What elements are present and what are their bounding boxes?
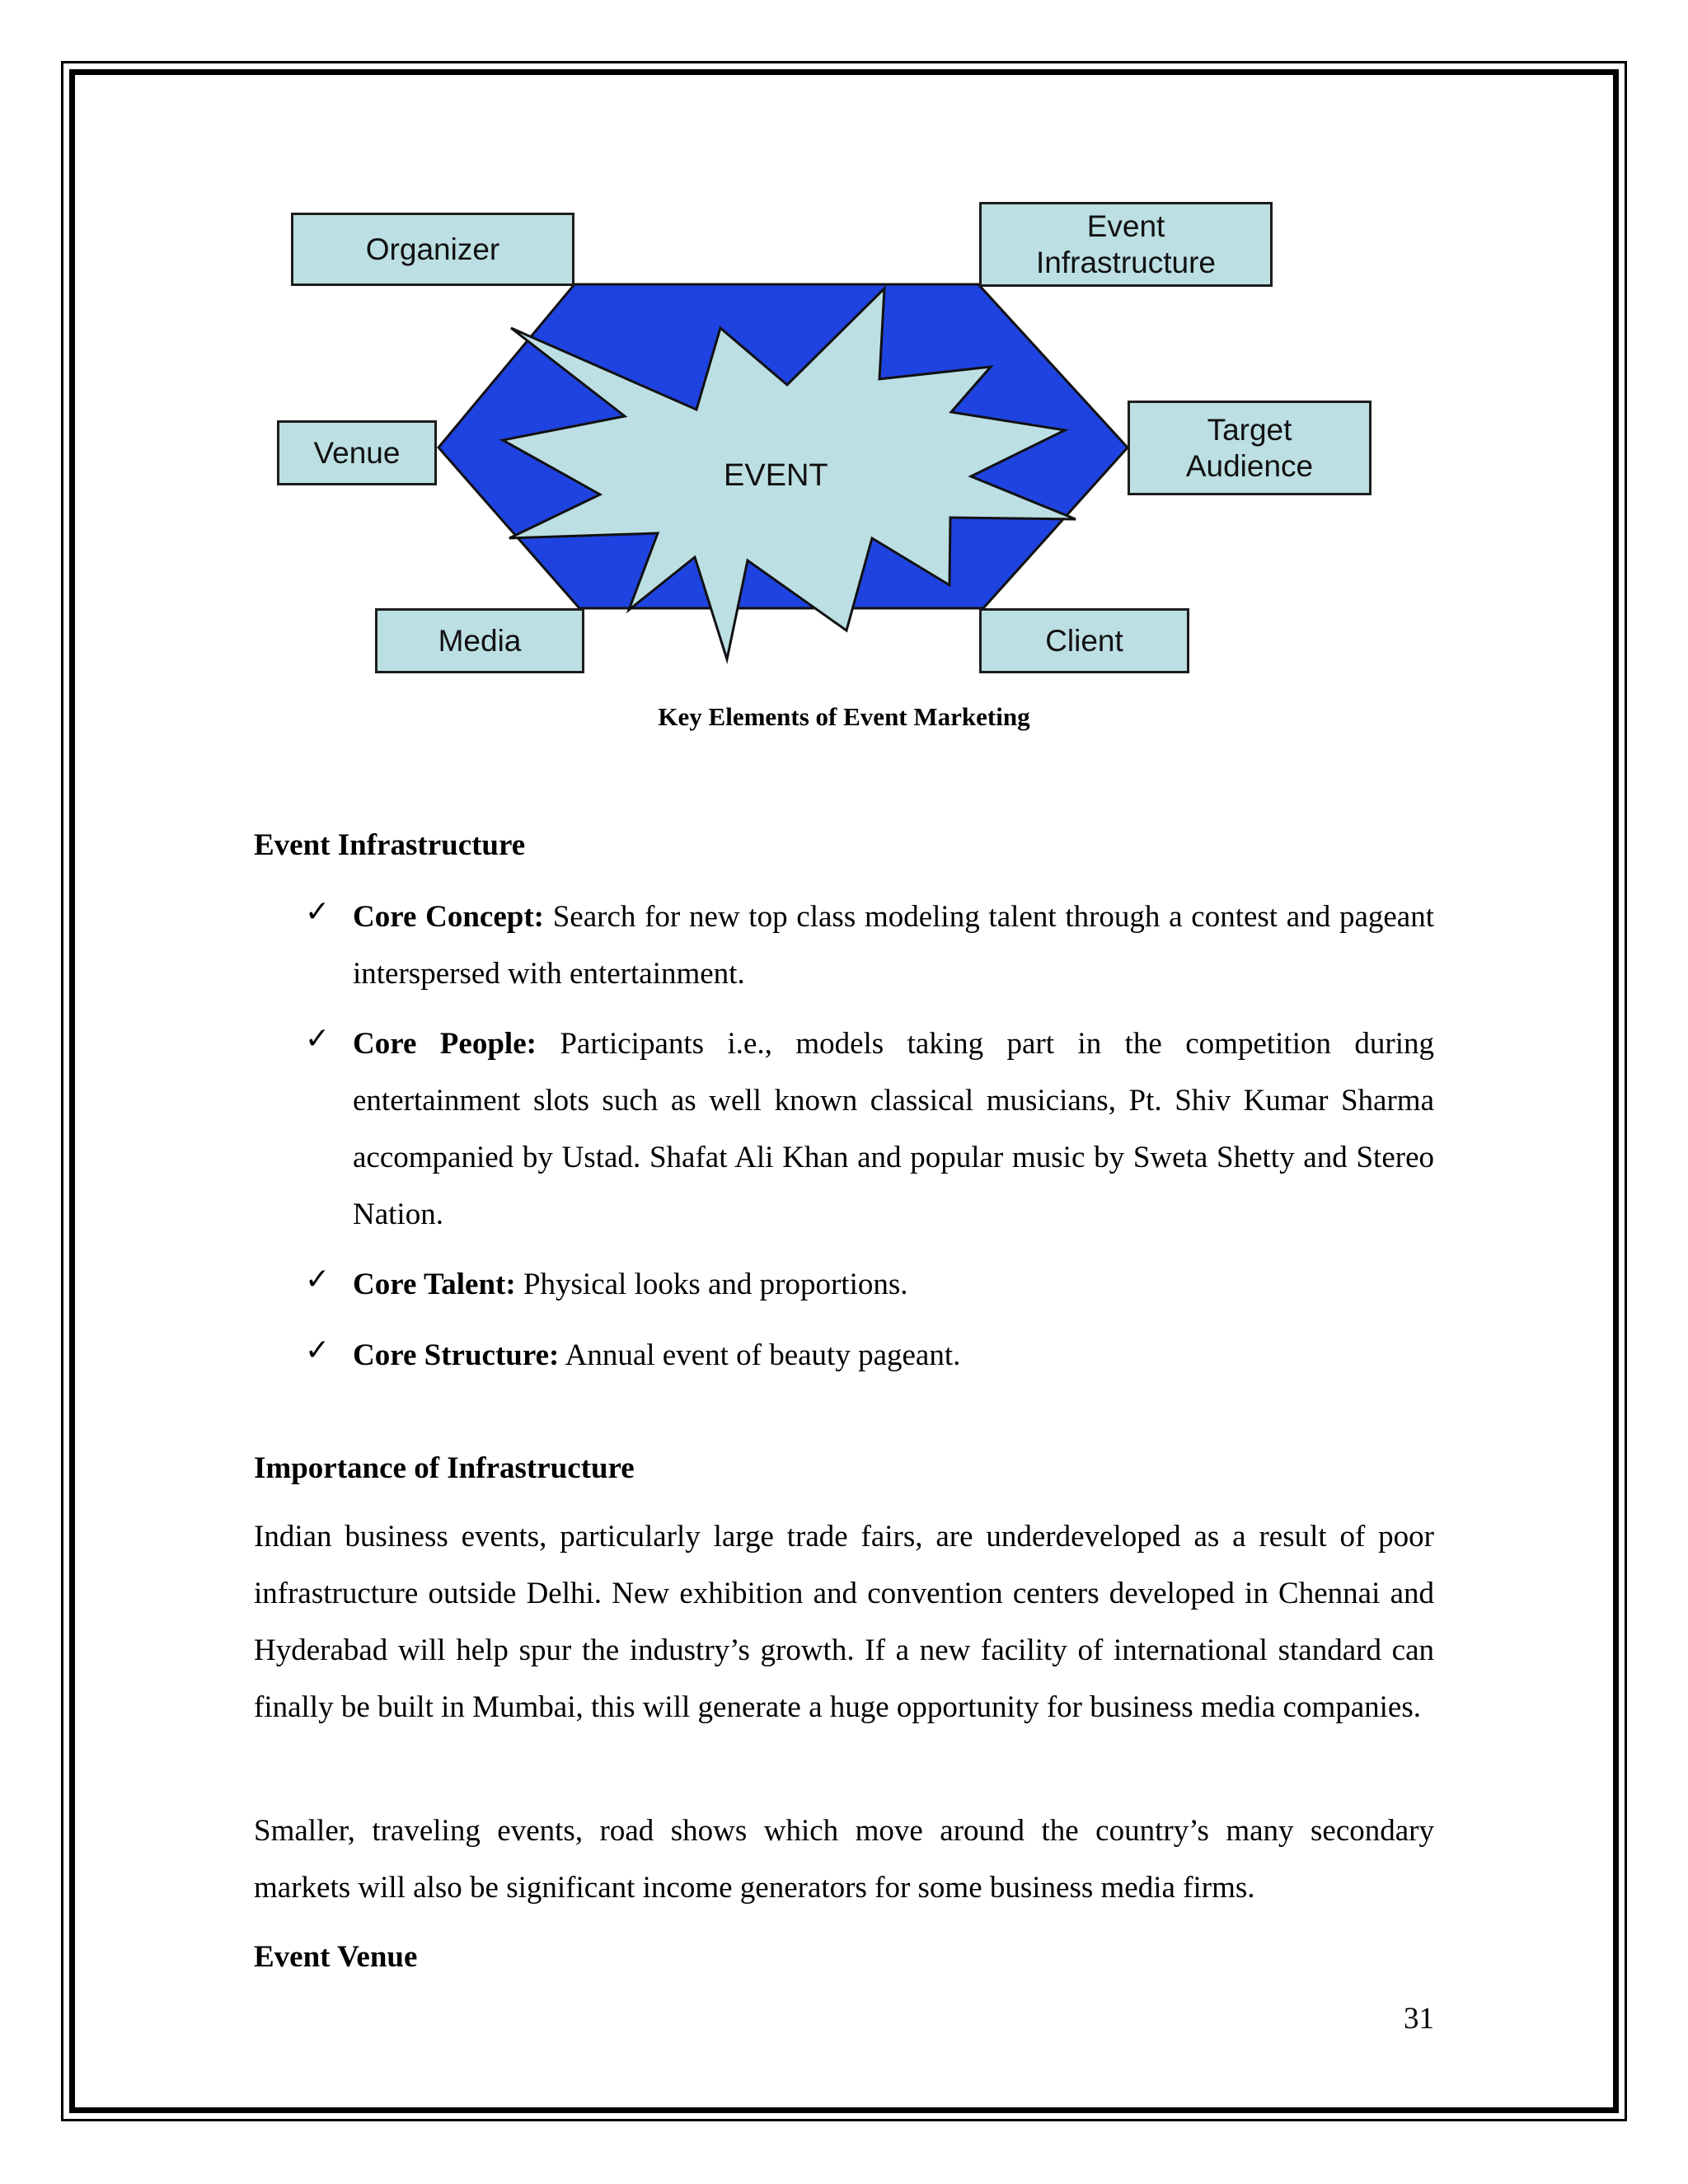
bullet-body: Participants i.e., models taking part in the competition during entertainment slots such as well known classical musicians, Pt. Shiv Kumar Sharma accompanied by Ustad. Shafat Ali Khan and popular music by Sweta Shetty and Stereo Nation. xyxy=(353,1027,1434,1231)
organizer-label: Organizer xyxy=(365,232,500,266)
venue-node xyxy=(277,420,437,485)
paragraph-infrastructure-2: Smaller, traveling events, road shows which move around the country’s many secondary markets will also be significant income generators for some business media firms. xyxy=(254,1814,1434,1905)
client-label: Client xyxy=(1045,623,1123,658)
section-heading-event-venue: Event Venue xyxy=(254,1940,418,1974)
paragraph-infrastructure-1: Indian business events, particularly large trade fairs, are underdeveloped as a result of poor infrastructure outside Delhi. New exhibition and convention centers developed in Chennai and Hyderabad will help spur the industry’s growth. If a new facility of international standard can finally be built in Mumbai, this will generate a huge opportunity for business media companies. xyxy=(254,1520,1434,1724)
checkmark-icon: ✓ xyxy=(305,1333,331,1367)
client-node xyxy=(979,608,1189,673)
bullet-label: Core Structure: xyxy=(353,1338,560,1372)
page-number: 31 xyxy=(1404,2002,1434,2036)
bullet-label: Core People: xyxy=(353,1027,537,1061)
bullet-body: Physical looks and proportions. xyxy=(523,1268,908,1301)
bullet-body: Annual event of beauty pageant. xyxy=(565,1338,961,1372)
checkmark-icon: ✓ xyxy=(305,1022,331,1056)
checkmark-icon: ✓ xyxy=(305,895,331,929)
event-infrastructure-node xyxy=(979,202,1273,287)
target-audience-label-line1: Target xyxy=(1207,412,1292,447)
media-node xyxy=(375,608,584,673)
diagram-shapes xyxy=(0,0,1688,742)
event-center-label: EVENT xyxy=(724,458,828,493)
bullet-label: Core Talent: xyxy=(353,1268,516,1301)
section-heading-event-infrastructure: Event Infrastructure xyxy=(254,828,526,862)
venue-label: Venue xyxy=(313,435,401,470)
target-audience-node xyxy=(1128,401,1372,495)
bullet-text xyxy=(353,1327,1434,1384)
bullet-body: Search for new top class modeling talent through a contest and pageant interspersed with entertainment. xyxy=(353,900,1434,991)
event-infrastructure-label-line2: Infrastructure xyxy=(1036,245,1216,279)
section-heading-importance-of-infrastructure: Importance of Infrastructure xyxy=(254,1451,635,1485)
media-label: Media xyxy=(438,623,522,658)
checkmark-icon: ✓ xyxy=(305,1263,331,1296)
bullet-text xyxy=(353,1015,1434,1243)
bullet-text xyxy=(353,1256,1434,1313)
diagram-caption: Key Elements of Event Marketing xyxy=(658,702,1030,731)
event-infrastructure-label-line1: Event xyxy=(1086,209,1165,243)
target-audience-label-line2: Audience xyxy=(1185,448,1314,483)
bullet-label: Core Concept: xyxy=(353,900,544,934)
bullet-text xyxy=(353,888,1434,1002)
event-marketing-diagram xyxy=(0,0,1688,742)
organizer-node xyxy=(291,213,574,286)
